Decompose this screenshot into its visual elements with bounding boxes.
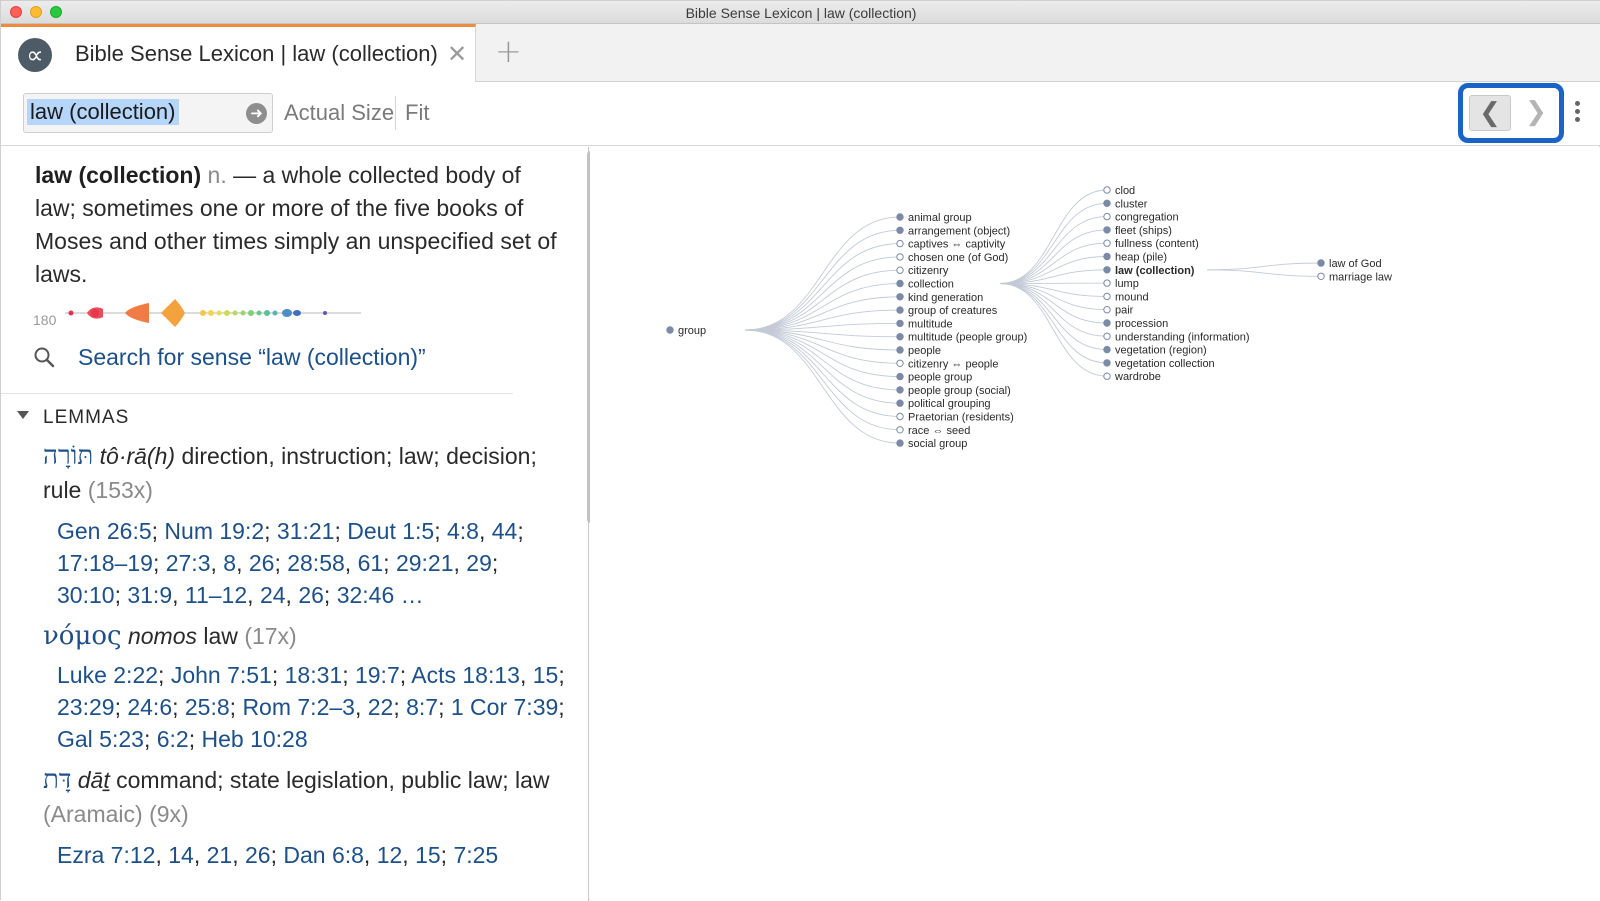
graph-node-label[interactable]: citizenry (908, 265, 949, 277)
graph-link[interactable] (745, 330, 900, 430)
graph-node-label[interactable]: vegetation (region) (1115, 345, 1207, 357)
bible-reference-link[interactable]: 15 (415, 842, 441, 868)
graph-link[interactable] (1207, 263, 1321, 270)
graph-link[interactable] (745, 330, 900, 417)
graph-node[interactable] (1104, 293, 1110, 299)
bible-reference-link[interactable]: 61 (358, 550, 384, 576)
reference-separator: , (520, 662, 533, 688)
graph-link[interactable] (745, 244, 900, 330)
bible-reference-link[interactable]: 29:21 (396, 550, 454, 576)
lemma-references (57, 659, 567, 755)
reference-separator: ; (230, 694, 243, 720)
graph-node[interactable] (897, 227, 903, 233)
bible-reference-link[interactable]: 30:10 (57, 582, 115, 608)
tab-bible-sense-lexicon[interactable] (1, 24, 476, 82)
graph-link[interactable] (745, 284, 900, 331)
graph-node-label[interactable]: fullness (content) (1115, 238, 1199, 250)
bible-reference-link[interactable]: 1 Cor 7:39 (451, 694, 558, 720)
graph-node[interactable] (1104, 187, 1110, 193)
lemma-count: (153x) (88, 477, 153, 503)
close-tab-icon[interactable]: ✕ (447, 40, 467, 68)
bible-reference-link[interactable]: 27:3 (166, 550, 211, 576)
article-panel (1, 147, 589, 901)
graph-node[interactable] (897, 440, 903, 446)
graph-node[interactable] (1318, 260, 1324, 266)
graph-node-label[interactable]: captives ⇔ captivity (908, 239, 1006, 251)
reference-separator: ; (264, 518, 277, 544)
reference-separator: ; (441, 842, 454, 868)
graph-node-label[interactable]: mound (1115, 291, 1149, 303)
graph-node[interactable] (897, 334, 903, 340)
bible-reference-link[interactable]: John 7:51 (171, 662, 272, 688)
reference-separator: , (155, 842, 168, 868)
sense-graph[interactable] (590, 147, 1600, 901)
graph-node[interactable] (1104, 240, 1110, 246)
graph-node-label[interactable]: people (908, 345, 941, 357)
bible-reference-link[interactable]: 4:8 (447, 518, 479, 544)
graph-node-label[interactable]: multitude (908, 318, 953, 330)
lemma-count: (9x) (149, 801, 189, 827)
reference-separator: , (402, 842, 415, 868)
reference-separator: ; (271, 842, 284, 868)
graph-node[interactable] (897, 347, 903, 353)
graph-link[interactable] (1000, 243, 1107, 283)
graph-node-label[interactable]: vegetation collection (1115, 358, 1215, 370)
go-arrow-icon[interactable]: ➜ (246, 103, 267, 124)
graph-node[interactable] (897, 320, 903, 326)
graph-node-label[interactable]: pair (1115, 305, 1134, 317)
bible-reference-link[interactable]: 44 (492, 518, 518, 544)
graph-node-label[interactable]: kind generation (908, 292, 983, 304)
tab-strip (1, 24, 1600, 82)
graph-node[interactable] (897, 427, 903, 433)
reference-separator: ; (517, 518, 523, 544)
definition-text: — a whole collected body of law; sometimes one or more of the five books of Moses and other times simply an unspecified set of laws. (35, 162, 557, 287)
bible-reference-link[interactable]: 6:2 (157, 726, 189, 752)
graph-link[interactable] (745, 270, 900, 330)
graph-node-label[interactable]: Praetorian (residents) (908, 412, 1014, 424)
graph-node[interactable] (897, 294, 903, 300)
title-bar (1, 1, 1600, 24)
reference-separator: , (355, 694, 368, 720)
graph-link[interactable] (745, 330, 900, 363)
reference-separator: ; (383, 550, 396, 576)
lemma-references (57, 839, 567, 871)
graph-node[interactable] (897, 387, 903, 393)
graph-node[interactable] (897, 360, 903, 366)
lemma-gloss: command; state legislation, public law; (116, 767, 508, 793)
graph-node[interactable] (667, 327, 673, 333)
reference-separator: , (247, 582, 260, 608)
graph-link[interactable] (1000, 284, 1107, 337)
graph-node[interactable] (1104, 253, 1110, 259)
graph-node[interactable] (897, 254, 903, 260)
lemmas-heading: LEMMAS (43, 407, 129, 429)
graph-node[interactable] (897, 400, 903, 406)
lemma-gloss: direction, instruction; law; (181, 443, 439, 469)
lemma-transliteration: dāṯ (78, 767, 110, 793)
reference-separator: ; (393, 694, 406, 720)
graph-node[interactable] (897, 267, 903, 273)
reference-separator: , (194, 842, 207, 868)
more-options-icon[interactable] (1571, 98, 1583, 128)
forward-button[interactable]: ❯ (1515, 95, 1557, 131)
lemma-entry (43, 763, 563, 831)
sense-search-value[interactable]: law (collection) (27, 99, 179, 125)
graph-node-label[interactable]: people group (908, 372, 972, 384)
lemma-gloss-cont: decision; rule (43, 443, 537, 503)
graph-node[interactable] (1104, 346, 1110, 352)
reference-separator: , (232, 842, 245, 868)
graph-node-label[interactable]: heap (pile) (1115, 252, 1167, 264)
graph-link[interactable] (745, 330, 900, 403)
graph-link[interactable] (745, 330, 900, 377)
graph-node[interactable] (1104, 213, 1110, 219)
reference-separator: ; (558, 662, 564, 688)
graph-link[interactable] (1000, 230, 1107, 284)
graph-link[interactable] (1000, 284, 1107, 363)
lemma-original[interactable]: νόμος (43, 621, 122, 651)
graph-node[interactable] (897, 373, 903, 379)
graph-node[interactable] (1104, 307, 1110, 313)
bible-reference-link[interactable]: 21 (207, 842, 233, 868)
bible-reference-link[interactable]: 24:6 (127, 694, 172, 720)
reference-separator: ; (144, 726, 157, 752)
bible-reference-link[interactable]: 19:7 (355, 662, 400, 688)
bible-reference-link[interactable]: Heb 10:28 (202, 726, 308, 752)
bible-reference-link[interactable]: Ezra 7:12 (57, 842, 155, 868)
frequency-count: 180 (33, 312, 56, 328)
bible-reference-link[interactable]: Num 19:2 (164, 518, 264, 544)
graph-node-label[interactable]: chosen one (of God) (908, 252, 1008, 264)
lemma-count: (17x) (244, 623, 296, 649)
section-divider (1, 393, 513, 394)
graph-node-label[interactable]: procession (1115, 318, 1168, 330)
bible-reference-link[interactable]: 26 (249, 550, 275, 576)
fit-button[interactable]: Fit (405, 100, 429, 126)
graph-link[interactable] (745, 330, 900, 390)
reference-separator: ; (434, 518, 447, 544)
bible-reference-link[interactable]: 8 (223, 550, 236, 576)
bible-reference-link[interactable]: Deut 1:5 (347, 518, 434, 544)
bible-reference-link[interactable]: Gal 5:23 (57, 726, 144, 752)
graph-node[interactable] (897, 214, 903, 220)
graph-node-label[interactable]: collection (908, 279, 954, 291)
graph-node[interactable] (1104, 320, 1110, 326)
part-of-speech: n. (208, 162, 227, 188)
reference-separator: , (236, 550, 249, 576)
search-icon (33, 346, 55, 368)
bible-reference-link[interactable]: 12 (377, 842, 403, 868)
bible-reference-link[interactable]: 29 (466, 550, 492, 576)
bible-reference-link[interactable]: 31:9 (127, 582, 172, 608)
lemma-references (57, 515, 567, 611)
graph-node[interactable] (1104, 373, 1110, 379)
graph-node[interactable] (897, 240, 903, 246)
sense-graph-panel[interactable] (590, 147, 1600, 901)
actual-size-button[interactable]: Actual Size (284, 100, 394, 126)
bible-reference-link[interactable]: 14 (168, 842, 194, 868)
graph-link[interactable] (745, 297, 900, 330)
graph-node[interactable] (897, 280, 903, 286)
graph-node-label[interactable]: lump (1115, 278, 1139, 290)
graph-node-label[interactable]: cluster (1115, 198, 1148, 210)
reference-separator: , (286, 582, 299, 608)
reference-separator: ; (334, 518, 347, 544)
lemma-transliteration: nomos (128, 623, 197, 649)
bible-reference-link[interactable]: 17:18–19 (57, 550, 153, 576)
reference-separator: ; (274, 550, 287, 576)
reference-separator: ; (172, 694, 185, 720)
graph-node-label[interactable]: animal group (908, 212, 972, 224)
graph-link[interactable] (1000, 284, 1107, 310)
bible-reference-link[interactable]: 11–12 (185, 582, 247, 608)
logos-icon: ∝ (18, 38, 52, 72)
reference-separator: ; (342, 662, 355, 688)
reference-separator: , (345, 550, 358, 576)
graph-node[interactable] (1104, 227, 1110, 233)
bible-reference-link[interactable]: 8:7 (406, 694, 438, 720)
graph-node-label[interactable]: clod (1115, 185, 1135, 197)
reference-separator: , (479, 518, 492, 544)
toolbar (1, 82, 1600, 146)
bible-reference-link[interactable]: 26 (298, 582, 324, 608)
reference-separator: ; (272, 662, 285, 688)
graph-link[interactable] (745, 257, 900, 330)
search-for-sense-label[interactable]: Search for sense “law (collection)” (78, 344, 426, 371)
graph-node[interactable] (897, 307, 903, 313)
graph-node-label[interactable]: fleet (ships) (1115, 225, 1172, 237)
graph-node-label[interactable]: group (678, 325, 706, 337)
graph-link[interactable] (1000, 284, 1107, 377)
definition-term: law (collection) (35, 162, 201, 188)
bible-reference-link[interactable]: 23:29 (57, 694, 115, 720)
graph-node-label[interactable]: citizenry ⇔ people (908, 358, 999, 370)
tab-title: Bible Sense Lexicon | law (collection) (75, 41, 438, 67)
graph-link[interactable] (1000, 203, 1107, 283)
reference-separator: ; (558, 694, 564, 720)
reference-separator: , (210, 550, 223, 576)
bible-reference-link[interactable]: 22 (368, 694, 394, 720)
graph-node-label[interactable]: law of God (1329, 258, 1382, 270)
bible-reference-link[interactable]: Luke 2:22 (57, 662, 158, 688)
reference-separator: ; (115, 582, 128, 608)
lemma-original[interactable]: דָּת (43, 765, 71, 795)
bible-reference-link[interactable]: 28:58 (287, 550, 345, 576)
graph-node-label[interactable]: race ⇔ seed (908, 425, 970, 437)
graph-link[interactable] (1207, 270, 1321, 277)
graph-node[interactable] (897, 413, 903, 419)
bible-reference-link[interactable]: 18:31 (285, 662, 343, 688)
bible-reference-link[interactable]: Rom 7:2–3 (242, 694, 355, 720)
lemma-entry (43, 439, 563, 507)
reference-separator: ; (438, 694, 451, 720)
toolbar-divider (395, 96, 396, 130)
new-tab-button[interactable]: + (495, 32, 522, 70)
reference-separator: , (454, 550, 467, 576)
frequency-chart[interactable] (63, 299, 363, 329)
lemma-gloss: law (203, 623, 238, 649)
reference-separator: ; (400, 662, 412, 688)
reference-separator: , (172, 582, 185, 608)
reference-separator: ; (115, 694, 128, 720)
definition (35, 159, 565, 291)
graph-node-label[interactable]: group of creatures (908, 305, 998, 317)
graph-link[interactable] (1000, 190, 1107, 284)
bible-reference-link[interactable]: 31:21 (277, 518, 335, 544)
lemma-original[interactable]: תּוֹרָה (43, 441, 93, 471)
reference-separator: ; (152, 518, 165, 544)
bible-reference-link[interactable]: 26 (245, 842, 271, 868)
bible-reference-link[interactable]: Acts 18:13 (411, 662, 520, 688)
reference-separator: ; (153, 550, 166, 576)
reference-separator: ; (158, 662, 171, 688)
bible-reference-link[interactable]: 7:25 (453, 842, 498, 868)
reference-separator: ; (492, 550, 498, 576)
graph-node-label[interactable]: political grouping (908, 398, 991, 410)
graph-node-label[interactable]: congregation (1115, 212, 1179, 224)
bible-reference-link[interactable]: Dan 6:8 (283, 842, 364, 868)
graph-link[interactable] (745, 230, 900, 330)
graph-node-label[interactable]: arrangement (object) (908, 225, 1010, 237)
bible-reference-link[interactable]: Gen 26:5 (57, 518, 152, 544)
bible-reference-link[interactable]: 25:8 (185, 694, 230, 720)
lemma-gloss-cont: law (515, 767, 550, 793)
bible-reference-link[interactable]: 32:46 … (337, 582, 424, 608)
disclosure-triangle-icon[interactable] (17, 411, 29, 419)
reference-separator: , (364, 842, 377, 868)
history-nav-group (1458, 83, 1564, 143)
graph-node[interactable] (1104, 360, 1110, 366)
graph-node-label[interactable]: marriage law (1329, 271, 1392, 283)
graph-node-label[interactable]: understanding (information) (1115, 331, 1250, 343)
sense-search-field[interactable] (23, 93, 273, 133)
reference-separator: ; (189, 726, 202, 752)
graph-node[interactable] (1318, 273, 1324, 279)
window-title: Bible Sense Lexicon | law (collection) (1, 5, 1600, 21)
graph-node-label[interactable]: multitude (people group) (908, 332, 1027, 344)
graph-node[interactable] (1104, 267, 1110, 273)
lemma-language: (Aramaic) (43, 801, 143, 827)
graph-link[interactable] (1000, 217, 1107, 284)
graph-node-label[interactable]: people group (social) (908, 385, 1011, 397)
reference-separator: ; (324, 582, 337, 608)
back-button[interactable]: ❮ (1469, 95, 1511, 131)
graph-node[interactable] (1104, 333, 1110, 339)
graph-node[interactable] (1104, 200, 1110, 206)
graph-node[interactable] (1104, 280, 1110, 286)
bible-reference-link[interactable]: 24 (260, 582, 286, 608)
graph-node-label[interactable]: wardrobe (1114, 371, 1161, 383)
lemma-entry (43, 619, 563, 653)
graph-node-label[interactable]: law (collection) (1115, 265, 1195, 277)
graph-node-label[interactable]: social group (908, 438, 967, 450)
lemma-transliteration: tô·rā(h) (100, 443, 175, 469)
bible-reference-link[interactable]: 15 (533, 662, 559, 688)
